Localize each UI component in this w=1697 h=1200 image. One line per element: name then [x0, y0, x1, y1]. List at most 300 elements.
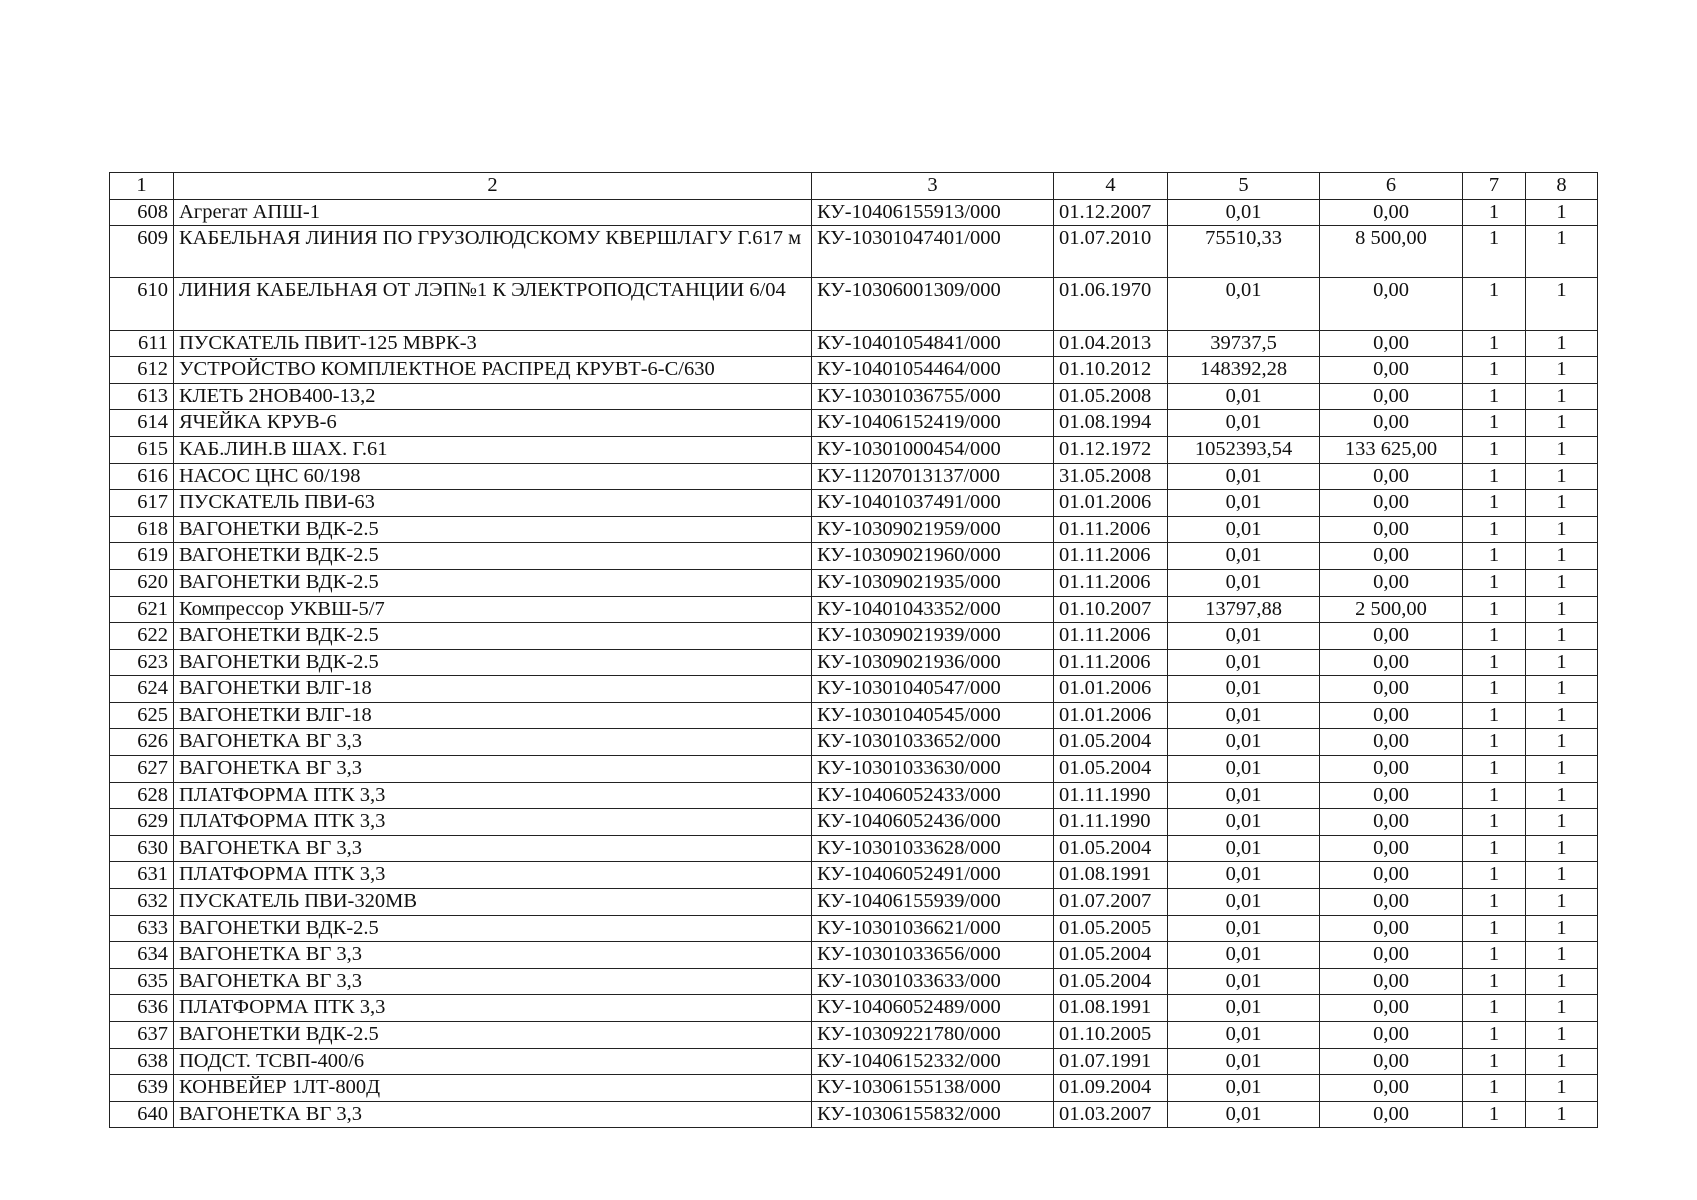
date-cell: 01.01.2006 — [1054, 676, 1168, 703]
value-cell: 148392,28 — [1168, 357, 1320, 384]
item-name-cell: УСТРОЙСТВО КОМПЛЕКТНОЕ РАСПРЕД КРУВТ-6-С/630 — [174, 357, 812, 384]
table-row — [110, 1022, 1598, 1049]
date-cell: 01.07.2010 — [1054, 226, 1168, 278]
amount-cell: 133 625,00 — [1320, 436, 1463, 463]
item-name-cell: ВАГОНЕТКИ ВДК-2.5 — [174, 569, 812, 596]
date-cell: 01.05.2004 — [1054, 835, 1168, 862]
table-row — [110, 278, 1598, 330]
count-cell: 1 — [1526, 410, 1598, 437]
date-cell: 01.01.2006 — [1054, 702, 1168, 729]
date-cell: 01.04.2013 — [1054, 330, 1168, 357]
row-number-cell: 616 — [110, 463, 174, 490]
row-number-cell: 629 — [110, 809, 174, 836]
table-row — [110, 436, 1598, 463]
amount-cell: 0,00 — [1320, 490, 1463, 517]
inventory-code-cell: КУ-10301040545/000 — [812, 702, 1054, 729]
row-number-cell: 625 — [110, 702, 174, 729]
asset-register-table — [109, 172, 1598, 1128]
table-row — [110, 596, 1598, 623]
count-cell: 1 — [1526, 463, 1598, 490]
quantity-cell: 1 — [1463, 1075, 1526, 1102]
count-cell: 1 — [1526, 702, 1598, 729]
inventory-code-cell: КУ-10406155939/000 — [812, 889, 1054, 916]
item-name-cell: ПОДСТ. ТСВП-400/6 — [174, 1048, 812, 1075]
value-cell: 0,01 — [1168, 1075, 1320, 1102]
column-header: 8 — [1526, 173, 1598, 200]
inventory-code-cell: КУ-10406052433/000 — [812, 782, 1054, 809]
value-cell: 0,01 — [1168, 809, 1320, 836]
amount-cell: 0,00 — [1320, 995, 1463, 1022]
date-cell: 31.05.2008 — [1054, 463, 1168, 490]
quantity-cell: 1 — [1463, 915, 1526, 942]
amount-cell: 0,00 — [1320, 1075, 1463, 1102]
date-cell: 01.11.2006 — [1054, 623, 1168, 650]
count-cell: 1 — [1526, 809, 1598, 836]
value-cell: 0,01 — [1168, 835, 1320, 862]
value-cell: 0,01 — [1168, 942, 1320, 969]
item-name-cell: ВАГОНЕТКА ВГ 3,3 — [174, 942, 812, 969]
count-cell: 1 — [1526, 199, 1598, 226]
item-name-cell: ПЛАТФОРМА ПТК 3,3 — [174, 782, 812, 809]
table-body — [110, 199, 1598, 1128]
table-row — [110, 330, 1598, 357]
inventory-code-cell: КУ-10301047401/000 — [812, 226, 1054, 278]
amount-cell: 0,00 — [1320, 278, 1463, 330]
table-row — [110, 490, 1598, 517]
value-cell: 0,01 — [1168, 1022, 1320, 1049]
inventory-code-cell: КУ-10301036621/000 — [812, 915, 1054, 942]
table-row — [110, 676, 1598, 703]
row-number-cell: 623 — [110, 649, 174, 676]
amount-cell: 0,00 — [1320, 862, 1463, 889]
item-name-cell: ПЛАТФОРМА ПТК 3,3 — [174, 862, 812, 889]
item-name-cell: КЛЕТЬ 2НОВ400-13,2 — [174, 383, 812, 410]
inventory-code-cell: КУ-10401043352/000 — [812, 596, 1054, 623]
item-name-cell: ВАГОНЕТКИ ВДК-2.5 — [174, 1022, 812, 1049]
value-cell: 0,01 — [1168, 410, 1320, 437]
count-cell: 1 — [1526, 649, 1598, 676]
item-name-cell: КОНВЕЙЕР 1ЛТ-800Д — [174, 1075, 812, 1102]
value-cell: 0,01 — [1168, 702, 1320, 729]
row-number-cell: 622 — [110, 623, 174, 650]
item-name-cell: Агрегат АПШ-1 — [174, 199, 812, 226]
quantity-cell: 1 — [1463, 278, 1526, 330]
quantity-cell: 1 — [1463, 330, 1526, 357]
date-cell: 01.11.2006 — [1054, 649, 1168, 676]
date-cell: 01.10.2005 — [1054, 1022, 1168, 1049]
inventory-code-cell: КУ-10309021936/000 — [812, 649, 1054, 676]
row-number-cell: 630 — [110, 835, 174, 862]
row-number-cell: 609 — [110, 226, 174, 278]
amount-cell: 0,00 — [1320, 756, 1463, 783]
date-cell: 01.08.1994 — [1054, 410, 1168, 437]
table-row — [110, 1101, 1598, 1128]
date-cell: 01.11.2006 — [1054, 516, 1168, 543]
value-cell: 0,01 — [1168, 199, 1320, 226]
amount-cell: 0,00 — [1320, 1022, 1463, 1049]
value-cell: 0,01 — [1168, 676, 1320, 703]
value-cell: 75510,33 — [1168, 226, 1320, 278]
column-header: 6 — [1320, 173, 1463, 200]
inventory-code-cell: КУ-10309021960/000 — [812, 543, 1054, 570]
table-row — [110, 199, 1598, 226]
quantity-cell: 1 — [1463, 649, 1526, 676]
amount-cell: 0,00 — [1320, 383, 1463, 410]
table-row — [110, 729, 1598, 756]
row-number-cell: 618 — [110, 516, 174, 543]
amount-cell: 8 500,00 — [1320, 226, 1463, 278]
inventory-code-cell: КУ-10306155832/000 — [812, 1101, 1054, 1128]
table-row — [110, 968, 1598, 995]
table-row — [110, 623, 1598, 650]
column-header: 3 — [812, 173, 1054, 200]
row-number-cell: 632 — [110, 889, 174, 916]
amount-cell: 0,00 — [1320, 543, 1463, 570]
item-name-cell: НАСОС ЦНС 60/198 — [174, 463, 812, 490]
inventory-code-cell: КУ-10406152419/000 — [812, 410, 1054, 437]
value-cell: 0,01 — [1168, 756, 1320, 783]
inventory-code-cell: КУ-10301033633/000 — [812, 968, 1054, 995]
item-name-cell: ПУСКАТЕЛЬ ПВИ-63 — [174, 490, 812, 517]
value-cell: 0,01 — [1168, 649, 1320, 676]
inventory-code-cell: КУ-10309021939/000 — [812, 623, 1054, 650]
inventory-code-cell: КУ-10301036755/000 — [812, 383, 1054, 410]
column-header: 1 — [110, 173, 174, 200]
item-name-cell: ВАГОНЕТКИ ВДК-2.5 — [174, 915, 812, 942]
row-number-cell: 628 — [110, 782, 174, 809]
value-cell: 0,01 — [1168, 543, 1320, 570]
inventory-code-cell: КУ-10301033630/000 — [812, 756, 1054, 783]
row-number-cell: 640 — [110, 1101, 174, 1128]
amount-cell: 0,00 — [1320, 463, 1463, 490]
date-cell: 01.05.2004 — [1054, 729, 1168, 756]
quantity-cell: 1 — [1463, 410, 1526, 437]
amount-cell: 0,00 — [1320, 569, 1463, 596]
row-number-cell: 634 — [110, 942, 174, 969]
quantity-cell: 1 — [1463, 463, 1526, 490]
column-header: 5 — [1168, 173, 1320, 200]
amount-cell: 0,00 — [1320, 942, 1463, 969]
row-number-cell: 612 — [110, 357, 174, 384]
table-row — [110, 862, 1598, 889]
count-cell: 1 — [1526, 1048, 1598, 1075]
value-cell: 1052393,54 — [1168, 436, 1320, 463]
quantity-cell: 1 — [1463, 968, 1526, 995]
item-name-cell: ВАГОНЕТКИ ВДК-2.5 — [174, 649, 812, 676]
table-row — [110, 516, 1598, 543]
column-header: 7 — [1463, 173, 1526, 200]
inventory-code-cell: КУ-10406052489/000 — [812, 995, 1054, 1022]
item-name-cell: ПЛАТФОРМА ПТК 3,3 — [174, 809, 812, 836]
value-cell: 0,01 — [1168, 968, 1320, 995]
quantity-cell: 1 — [1463, 569, 1526, 596]
quantity-cell: 1 — [1463, 809, 1526, 836]
date-cell: 01.08.1991 — [1054, 862, 1168, 889]
amount-cell: 0,00 — [1320, 516, 1463, 543]
table-row — [110, 782, 1598, 809]
item-name-cell: ВАГОНЕТКИ ВЛГ-18 — [174, 702, 812, 729]
row-number-cell: 626 — [110, 729, 174, 756]
item-name-cell: ВАГОНЕТКА ВГ 3,3 — [174, 1101, 812, 1128]
row-number-cell: 638 — [110, 1048, 174, 1075]
date-cell: 01.10.2007 — [1054, 596, 1168, 623]
item-name-cell: ВАГОНЕТКА ВГ 3,3 — [174, 835, 812, 862]
item-name-cell: ВАГОНЕТКА ВГ 3,3 — [174, 729, 812, 756]
date-cell: 01.11.2006 — [1054, 543, 1168, 570]
quantity-cell: 1 — [1463, 702, 1526, 729]
item-name-cell: ВАГОНЕТКИ ВДК-2.5 — [174, 623, 812, 650]
date-cell: 01.05.2004 — [1054, 942, 1168, 969]
value-cell: 0,01 — [1168, 278, 1320, 330]
inventory-code-cell: КУ-10406052491/000 — [812, 862, 1054, 889]
item-name-cell: КАБЕЛЬНАЯ ЛИНИЯ ПО ГРУЗОЛЮДСКОМУ КВЕРШЛАГУ Г.617 м — [174, 226, 812, 278]
amount-cell: 0,00 — [1320, 835, 1463, 862]
date-cell: 01.05.2005 — [1054, 915, 1168, 942]
amount-cell: 0,00 — [1320, 782, 1463, 809]
count-cell: 1 — [1526, 1022, 1598, 1049]
count-cell: 1 — [1526, 756, 1598, 783]
inventory-code-cell: КУ-10306001309/000 — [812, 278, 1054, 330]
amount-cell: 0,00 — [1320, 915, 1463, 942]
date-cell: 01.12.2007 — [1054, 199, 1168, 226]
inventory-code-cell: КУ-10301033652/000 — [812, 729, 1054, 756]
count-cell: 1 — [1526, 835, 1598, 862]
column-header: 4 — [1054, 173, 1168, 200]
table-row — [110, 702, 1598, 729]
row-number-cell: 631 — [110, 862, 174, 889]
count-cell: 1 — [1526, 226, 1598, 278]
count-cell: 1 — [1526, 436, 1598, 463]
amount-cell: 0,00 — [1320, 330, 1463, 357]
inventory-code-cell: КУ-10309221780/000 — [812, 1022, 1054, 1049]
quantity-cell: 1 — [1463, 596, 1526, 623]
date-cell: 01.09.2004 — [1054, 1075, 1168, 1102]
table-row — [110, 1075, 1598, 1102]
value-cell: 0,01 — [1168, 915, 1320, 942]
date-cell: 01.11.2006 — [1054, 569, 1168, 596]
count-cell: 1 — [1526, 357, 1598, 384]
table-row — [110, 835, 1598, 862]
amount-cell: 0,00 — [1320, 968, 1463, 995]
inventory-code-cell: КУ-10401054841/000 — [812, 330, 1054, 357]
amount-cell: 0,00 — [1320, 889, 1463, 916]
amount-cell: 0,00 — [1320, 410, 1463, 437]
value-cell: 0,01 — [1168, 569, 1320, 596]
quantity-cell: 1 — [1463, 516, 1526, 543]
count-cell: 1 — [1526, 782, 1598, 809]
value-cell: 0,01 — [1168, 490, 1320, 517]
value-cell: 0,01 — [1168, 383, 1320, 410]
quantity-cell: 1 — [1463, 383, 1526, 410]
item-name-cell: ПУСКАТЕЛЬ ПВИ-320МВ — [174, 889, 812, 916]
row-number-cell: 639 — [110, 1075, 174, 1102]
row-number-cell: 637 — [110, 1022, 174, 1049]
inventory-code-cell: КУ-10301040547/000 — [812, 676, 1054, 703]
count-cell: 1 — [1526, 490, 1598, 517]
quantity-cell: 1 — [1463, 835, 1526, 862]
value-cell: 0,01 — [1168, 463, 1320, 490]
value-cell: 0,01 — [1168, 889, 1320, 916]
value-cell: 0,01 — [1168, 516, 1320, 543]
row-number-cell: 610 — [110, 278, 174, 330]
column-header: 2 — [174, 173, 812, 200]
value-cell: 0,01 — [1168, 862, 1320, 889]
table-row — [110, 383, 1598, 410]
count-cell: 1 — [1526, 968, 1598, 995]
inventory-code-cell: КУ-10301033656/000 — [812, 942, 1054, 969]
amount-cell: 0,00 — [1320, 357, 1463, 384]
item-name-cell: ВАГОНЕТКИ ВДК-2.5 — [174, 543, 812, 570]
date-cell: 01.05.2004 — [1054, 968, 1168, 995]
inventory-code-cell: КУ-10301000454/000 — [812, 436, 1054, 463]
quantity-cell: 1 — [1463, 676, 1526, 703]
row-number-cell: 617 — [110, 490, 174, 517]
count-cell: 1 — [1526, 889, 1598, 916]
quantity-cell: 1 — [1463, 862, 1526, 889]
row-number-cell: 619 — [110, 543, 174, 570]
item-name-cell: ПЛАТФОРМА ПТК 3,3 — [174, 995, 812, 1022]
quantity-cell: 1 — [1463, 756, 1526, 783]
amount-cell: 2 500,00 — [1320, 596, 1463, 623]
count-cell: 1 — [1526, 729, 1598, 756]
table-row — [110, 226, 1598, 278]
value-cell: 0,01 — [1168, 995, 1320, 1022]
row-number-cell: 611 — [110, 330, 174, 357]
item-name-cell: ВАГОНЕТКА ВГ 3,3 — [174, 968, 812, 995]
table-row — [110, 915, 1598, 942]
header-row — [110, 173, 1598, 200]
date-cell: 01.10.2012 — [1054, 357, 1168, 384]
quantity-cell: 1 — [1463, 543, 1526, 570]
table-row — [110, 649, 1598, 676]
table-row — [110, 995, 1598, 1022]
inventory-code-cell: КУ-10306155138/000 — [812, 1075, 1054, 1102]
value-cell: 0,01 — [1168, 623, 1320, 650]
inventory-code-cell: КУ-10401054464/000 — [812, 357, 1054, 384]
quantity-cell: 1 — [1463, 782, 1526, 809]
row-number-cell: 635 — [110, 968, 174, 995]
date-cell: 01.01.2006 — [1054, 490, 1168, 517]
item-name-cell: ВАГОНЕТКИ ВДК-2.5 — [174, 516, 812, 543]
item-name-cell: ЛИНИЯ КАБЕЛЬНАЯ ОТ ЛЭП№1 К ЭЛЕКТРОПОДСТАНЦИИ 6/04 — [174, 278, 812, 330]
inventory-code-cell: КУ-10406052436/000 — [812, 809, 1054, 836]
row-number-cell: 633 — [110, 915, 174, 942]
inventory-code-cell: КУ-10406155913/000 — [812, 199, 1054, 226]
inventory-code-cell: КУ-11207013137/000 — [812, 463, 1054, 490]
count-cell: 1 — [1526, 862, 1598, 889]
date-cell: 01.05.2004 — [1054, 756, 1168, 783]
amount-cell: 0,00 — [1320, 199, 1463, 226]
count-cell: 1 — [1526, 330, 1598, 357]
amount-cell: 0,00 — [1320, 1048, 1463, 1075]
table-row — [110, 543, 1598, 570]
quantity-cell: 1 — [1463, 1022, 1526, 1049]
quantity-cell: 1 — [1463, 729, 1526, 756]
value-cell: 0,01 — [1168, 1101, 1320, 1128]
inventory-code-cell: КУ-10401037491/000 — [812, 490, 1054, 517]
quantity-cell: 1 — [1463, 199, 1526, 226]
value-cell: 39737,5 — [1168, 330, 1320, 357]
quantity-cell: 1 — [1463, 889, 1526, 916]
quantity-cell: 1 — [1463, 357, 1526, 384]
row-number-cell: 627 — [110, 756, 174, 783]
table-row — [110, 889, 1598, 916]
amount-cell: 0,00 — [1320, 623, 1463, 650]
count-cell: 1 — [1526, 915, 1598, 942]
table-row — [110, 942, 1598, 969]
count-cell: 1 — [1526, 383, 1598, 410]
quantity-cell: 1 — [1463, 226, 1526, 278]
amount-cell: 0,00 — [1320, 702, 1463, 729]
amount-cell: 0,00 — [1320, 1101, 1463, 1128]
item-name-cell: ВАГОНЕТКИ ВЛГ-18 — [174, 676, 812, 703]
count-cell: 1 — [1526, 1075, 1598, 1102]
date-cell: 01.11.1990 — [1054, 809, 1168, 836]
table-row — [110, 357, 1598, 384]
count-cell: 1 — [1526, 1101, 1598, 1128]
table-row — [110, 463, 1598, 490]
row-number-cell: 613 — [110, 383, 174, 410]
value-cell: 0,01 — [1168, 729, 1320, 756]
row-number-cell: 624 — [110, 676, 174, 703]
date-cell: 01.11.1990 — [1054, 782, 1168, 809]
table-row — [110, 569, 1598, 596]
quantity-cell: 1 — [1463, 623, 1526, 650]
quantity-cell: 1 — [1463, 1101, 1526, 1128]
quantity-cell: 1 — [1463, 490, 1526, 517]
count-cell: 1 — [1526, 569, 1598, 596]
item-name-cell: ВАГОНЕТКА ВГ 3,3 — [174, 756, 812, 783]
date-cell: 01.08.1991 — [1054, 995, 1168, 1022]
count-cell: 1 — [1526, 942, 1598, 969]
row-number-cell: 614 — [110, 410, 174, 437]
count-cell: 1 — [1526, 995, 1598, 1022]
row-number-cell: 621 — [110, 596, 174, 623]
item-name-cell: ЯЧЕЙКА КРУВ-6 — [174, 410, 812, 437]
table-row — [110, 809, 1598, 836]
table-row — [110, 1048, 1598, 1075]
count-cell: 1 — [1526, 623, 1598, 650]
row-number-cell: 615 — [110, 436, 174, 463]
date-cell: 01.05.2008 — [1054, 383, 1168, 410]
amount-cell: 0,00 — [1320, 729, 1463, 756]
inventory-code-cell: КУ-10406152332/000 — [812, 1048, 1054, 1075]
amount-cell: 0,00 — [1320, 676, 1463, 703]
date-cell: 01.06.1970 — [1054, 278, 1168, 330]
quantity-cell: 1 — [1463, 995, 1526, 1022]
item-name-cell: Компрессор УКВШ-5/7 — [174, 596, 812, 623]
date-cell: 01.03.2007 — [1054, 1101, 1168, 1128]
quantity-cell: 1 — [1463, 436, 1526, 463]
date-cell: 01.07.2007 — [1054, 889, 1168, 916]
item-name-cell: КАБ.ЛИН.В ШАХ. Г.61 — [174, 436, 812, 463]
inventory-code-cell: КУ-10309021935/000 — [812, 569, 1054, 596]
row-number-cell: 636 — [110, 995, 174, 1022]
inventory-code-cell: КУ-10309021959/000 — [812, 516, 1054, 543]
date-cell: 01.07.1991 — [1054, 1048, 1168, 1075]
quantity-cell: 1 — [1463, 1048, 1526, 1075]
count-cell: 1 — [1526, 596, 1598, 623]
table-row — [110, 410, 1598, 437]
table-row — [110, 756, 1598, 783]
item-name-cell: ПУСКАТЕЛЬ ПВИТ-125 МВРК-3 — [174, 330, 812, 357]
row-number-cell: 608 — [110, 199, 174, 226]
count-cell: 1 — [1526, 516, 1598, 543]
value-cell: 13797,88 — [1168, 596, 1320, 623]
quantity-cell: 1 — [1463, 942, 1526, 969]
amount-cell: 0,00 — [1320, 809, 1463, 836]
inventory-code-cell: КУ-10301033628/000 — [812, 835, 1054, 862]
